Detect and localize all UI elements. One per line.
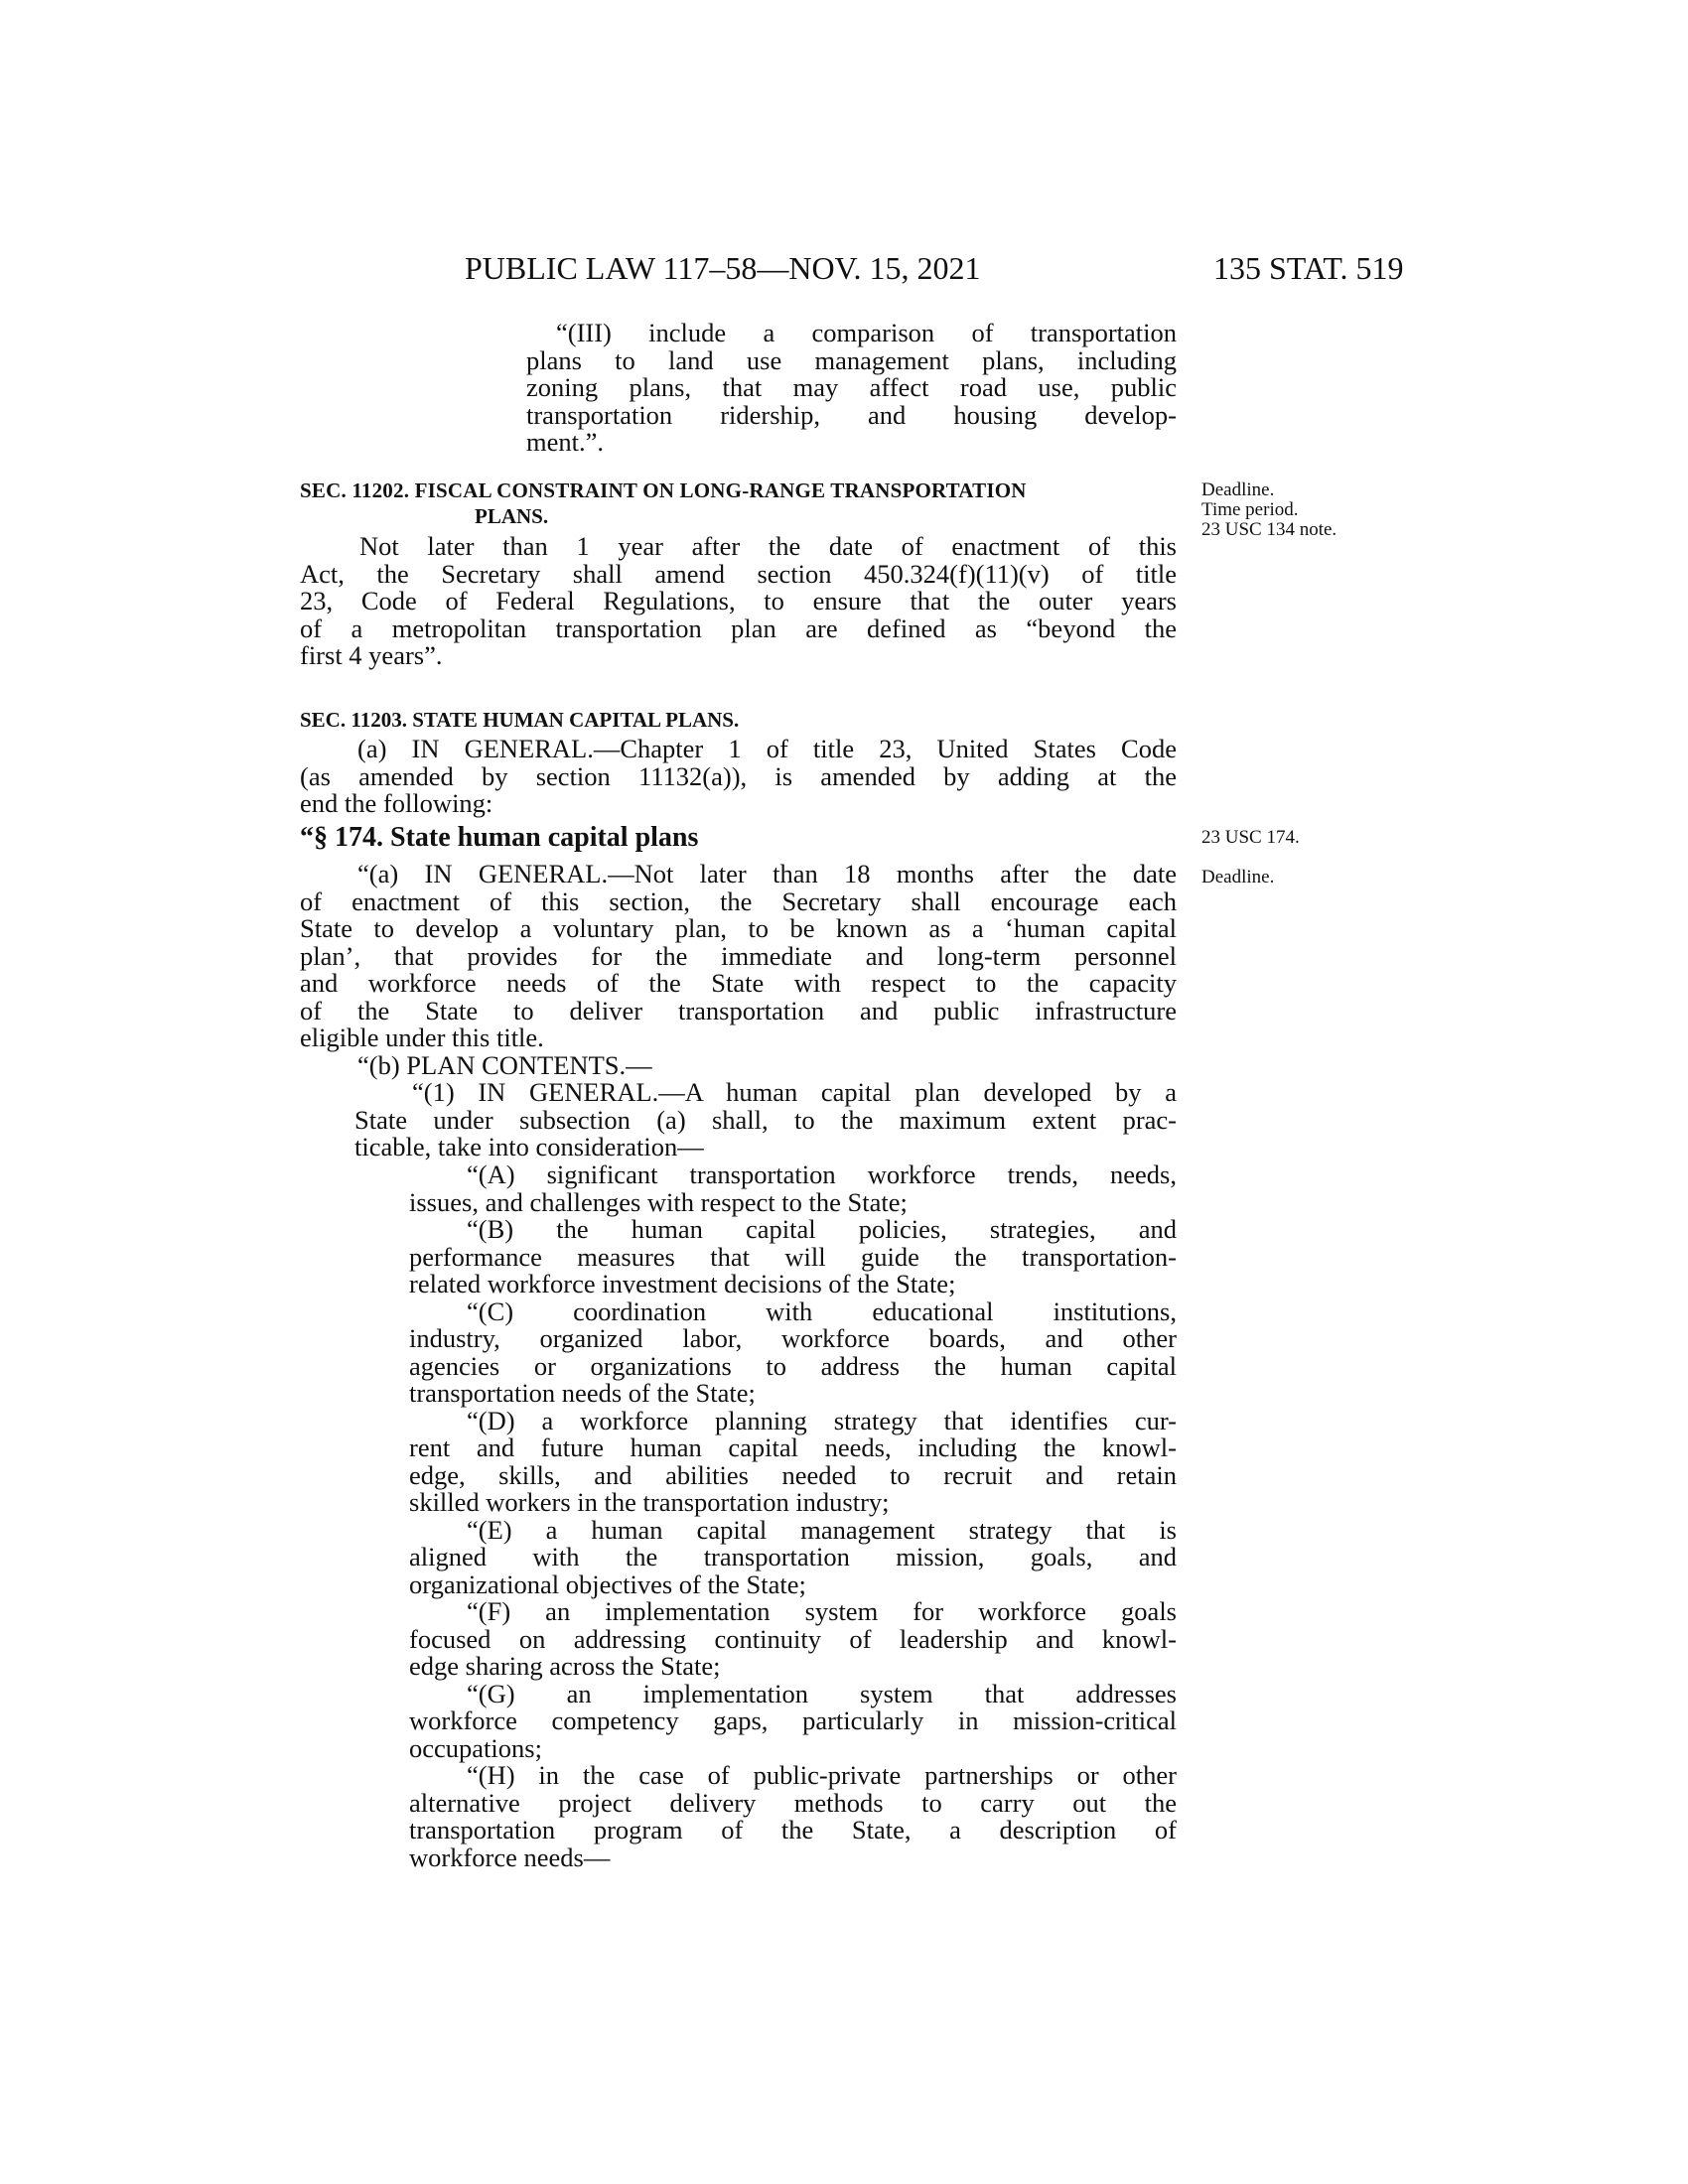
text-line: and workforce needs of the State with respect to the capacity — [300, 968, 1177, 998]
section-174-para-1 — [354, 1079, 1177, 1161]
text-line: transportation ridership, and housing develop- — [526, 399, 1177, 430]
margin-note-deadline: Deadline. — [1201, 479, 1275, 500]
text-line: transportation program of the State, a description of — [409, 1815, 1177, 1844]
text-line: of the State to deliver transportation and public infrastructure — [300, 995, 1177, 1025]
item-b: “(B) the human capital policies, strategies, and — [467, 1214, 1177, 1244]
section-11203-heading: SEC. 11203. STATE HUMAN CAPITAL PLANS. — [300, 708, 740, 732]
text-line: “(III) include a comparison of transportation — [556, 318, 1177, 347]
text-line: of enactment of this section, the Secretary shall encourage each — [300, 886, 1177, 916]
section-11202-body — [300, 533, 1177, 670]
text-line: (a) IN GENERAL.—Chapter 1 of title 23, United States Code — [357, 734, 1177, 763]
section-174-items — [409, 1161, 1177, 1871]
text-line: workforce competency gaps, particularly in mission-critical — [409, 1706, 1177, 1735]
text-line: of a metropolitan transportation plan are defined as “beyond the — [300, 613, 1177, 643]
margin-note-time-period: Time period. — [1201, 499, 1299, 520]
text-line: Not later than 1 year after the date of enactment of this — [359, 531, 1177, 561]
text-line: 23, Code of Federal Regulations, to ensure that the outer years — [300, 586, 1177, 615]
item-g: “(G) an implementation system that addresses — [467, 1678, 1177, 1708]
text-line: issues, and challenges with respect to the State; — [409, 1186, 908, 1217]
page-header-title: PUBLIC LAW 117–58—NOV. 15, 2021 — [465, 250, 981, 286]
text-line: ment.”. — [526, 427, 604, 457]
text-line: (as amended by section 11132(a)), is amended by adding at the — [300, 760, 1177, 791]
item-h: “(H) in the case of public-private partnerships or other — [467, 1760, 1177, 1790]
text-line: plans to land use management plans, including — [526, 344, 1177, 375]
page-number: 135 STAT. 519 — [1213, 250, 1404, 286]
text-line: occupations; — [409, 1732, 542, 1763]
text-line: State under subsection (a) shall, to the maximum extent prac- — [354, 1104, 1177, 1135]
item-e: “(E) a human capital management strategy that is — [467, 1514, 1177, 1545]
text-line: “(a) IN GENERAL.—Not later than 18 months after the date — [357, 859, 1177, 888]
text-line: performance measures that will guide the transportation- — [409, 1241, 1177, 1272]
text-line: rent and future human capital needs, including the knowl- — [409, 1433, 1177, 1462]
section-174-para-a — [300, 861, 1177, 1079]
section-11202-heading: SEC. 11202. FISCAL CONSTRAINT ON LONG-RANGE TRANSPORTATION — [300, 478, 1027, 502]
text-line: related workforce investment decisions of the State; — [409, 1269, 956, 1298]
text-line: edge, skills, and abilities needed to recruit and retain — [409, 1459, 1177, 1490]
item-f: “(F) an implementation system for workforce goals — [467, 1596, 1177, 1626]
item-d: “(D) a workforce planning strategy that identifies cur- — [467, 1405, 1177, 1435]
text-line: “(1) IN GENERAL.—A human capital plan developed by a — [412, 1077, 1177, 1107]
margin-note-usc: 23 USC 134 note. — [1201, 519, 1337, 540]
text-line: end the following: — [300, 788, 493, 818]
plan-contents-heading: “(b) PLAN CONTENTS.— — [357, 1049, 652, 1080]
text-line: eligible under this title. — [300, 1023, 544, 1052]
text-line: Act, the Secretary shall amend section 450.324(f)(11)(v) of title — [300, 558, 1177, 589]
text-line: organizational objectives of the State; — [409, 1569, 806, 1599]
text-line: plan’, that provides for the immediate and long-term personnel — [300, 940, 1177, 971]
text-line: edge sharing across the State; — [409, 1651, 721, 1681]
text-line: industry, organized labor, workforce boards, and other — [409, 1323, 1177, 1353]
text-line: agencies or organizations to address the human capital — [409, 1350, 1177, 1381]
text-line: workforce needs— — [409, 1842, 611, 1872]
margin-note-23-usc-174: 23 USC 174. — [1201, 827, 1300, 848]
item-a: “(A) significant transportation workforce trends, needs, — [467, 1160, 1177, 1189]
text-line: ticable, take into consideration— — [354, 1132, 704, 1161]
text-line: first 4 years”. — [300, 640, 443, 670]
margin-notes-11202 — [1201, 480, 1336, 540]
clause-iii — [526, 320, 1177, 457]
section-11202-heading-cont: PLANS. — [475, 504, 549, 528]
text-line: transportation needs of the State; — [409, 1378, 756, 1408]
text-line: skilled workers in the transportation industry; — [409, 1487, 890, 1517]
margin-note-deadline: Deadline. — [1201, 867, 1275, 887]
text-line: State to develop a voluntary plan, to be known as a ‘human capital — [300, 913, 1177, 943]
text-line: focused on addressing continuity of leadership and knowl- — [409, 1623, 1177, 1654]
item-c: “(C) coordination with educational institutions, — [467, 1296, 1177, 1326]
text-line: aligned with the transportation mission, goals, and — [409, 1542, 1177, 1571]
section-11203-para-a — [300, 736, 1177, 818]
text-line: zoning plans, that may affect road use, public — [526, 372, 1177, 402]
section-174-heading: “§ 174. State human capital plans — [300, 822, 699, 853]
text-line: alternative project delivery methods to carry out the — [409, 1787, 1177, 1818]
